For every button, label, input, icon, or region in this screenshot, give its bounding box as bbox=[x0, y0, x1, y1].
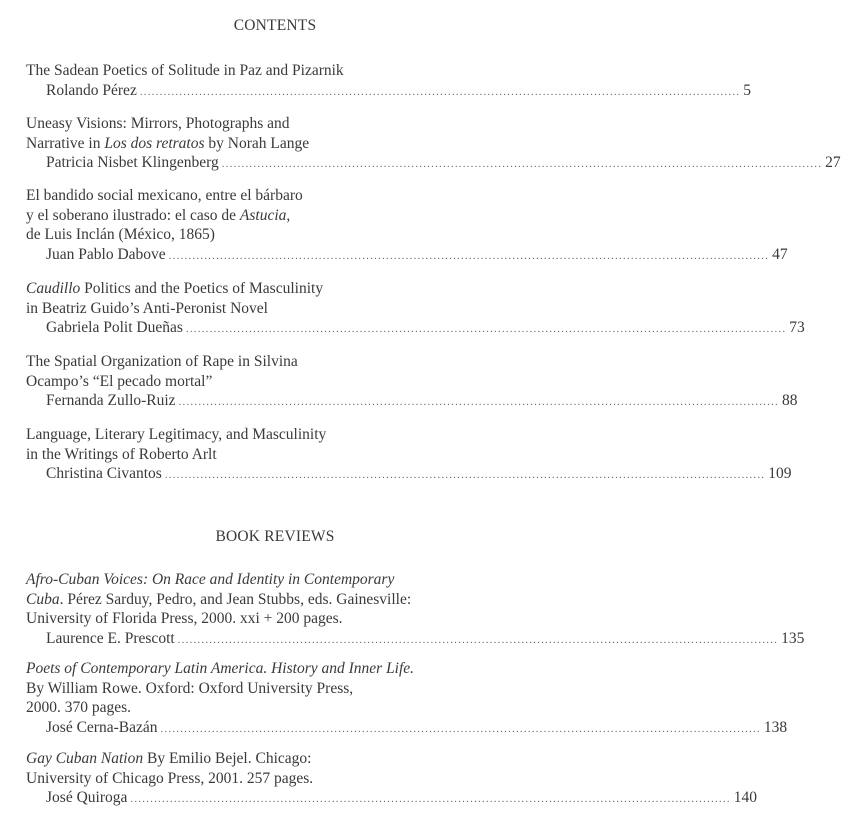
contents-entry bbox=[26, 114, 841, 175]
review-citation-text: University of Florida Press, 2000. xxi + 200 pages. bbox=[26, 610, 343, 628]
entry-title-text: , bbox=[286, 206, 291, 224]
dot-leader: ........................................................................................................................................................ bbox=[185, 323, 787, 336]
entry-author-line bbox=[26, 464, 792, 486]
entry-title-text: y el soberano ilustrado: el caso de bbox=[26, 206, 240, 224]
review-page-number: 138 bbox=[763, 718, 788, 736]
book-reviews-heading: BOOK REVIEWS bbox=[215, 528, 335, 545]
review-citation-text: By Emilio Bejel. Chicago: bbox=[143, 750, 312, 767]
review-citation-text: 2000. 370 pages. bbox=[26, 699, 132, 717]
entry-title: de Luis Inclán (México, 1865) bbox=[26, 226, 215, 244]
entry-title: El bandido social mexicano, entre el bárbaro bbox=[26, 187, 303, 204]
review-entry bbox=[26, 749, 758, 810]
dot-leader: ........................................................................................................................................................ bbox=[164, 469, 766, 482]
entry-title: in Beatriz Guido’s Anti-Peronist Novel bbox=[26, 299, 268, 317]
reviewer-name: Laurence E. Prescott bbox=[46, 629, 175, 647]
entry-title: The Spatial Organization of Rape in Silvina bbox=[26, 353, 298, 370]
review-title-italic: Afro-Cuban Voices: On Race and Identity in Contemporary bbox=[26, 571, 395, 588]
review-entry bbox=[26, 570, 805, 650]
entry-title-line bbox=[26, 279, 523, 299]
contents-entry bbox=[26, 352, 798, 413]
review-author-line bbox=[26, 718, 788, 740]
dot-leader: ........................................................................................................................................................ bbox=[168, 249, 770, 262]
review-title-italic: Cuba bbox=[26, 590, 60, 608]
entry-title-text: Politics and the Poetics of Masculinity bbox=[80, 280, 324, 297]
review-title-line bbox=[26, 659, 523, 679]
entry-title: in the Writings of Roberto Arlt bbox=[26, 445, 217, 463]
dot-leader: ........................................................................................................................................................ bbox=[130, 793, 731, 806]
reviewer-name: José Quiroga bbox=[46, 789, 128, 807]
review-title-line bbox=[26, 570, 523, 590]
entry-author-line bbox=[26, 391, 798, 413]
review-author-line bbox=[26, 629, 805, 651]
entry-author: Rolando Pérez bbox=[46, 81, 137, 99]
entry-title-line bbox=[26, 206, 523, 226]
entry-title-text: by Norah Lange bbox=[204, 134, 310, 152]
entry-author-line bbox=[26, 81, 751, 103]
contents-entry bbox=[26, 279, 805, 340]
entry-title-italic: Los dos retratos bbox=[104, 134, 205, 152]
entry-page-number: 27 bbox=[825, 154, 841, 172]
entry-page-number: 47 bbox=[772, 245, 788, 263]
dot-leader: ........................................................................................................................................................ bbox=[177, 633, 779, 646]
contents-entry bbox=[26, 186, 788, 266]
dot-leader: ........................................................................................................................................................ bbox=[139, 85, 741, 98]
entry-author: Juan Pablo Dabove bbox=[46, 245, 166, 263]
entry-page-number: 109 bbox=[768, 465, 792, 483]
entry-page-number: 5 bbox=[743, 81, 751, 99]
entry-title-italic: Caudillo bbox=[26, 280, 81, 297]
entry-page-number: 73 bbox=[789, 319, 805, 337]
dot-leader: ........................................................................................................................................................ bbox=[178, 396, 779, 409]
review-title-line bbox=[26, 590, 523, 610]
entry-title: Ocampo’s “El pecado mortal” bbox=[26, 372, 213, 390]
contents-entry bbox=[26, 425, 792, 486]
review-title-italic: Poets of Contemporary Latin America. History and Inner Life. bbox=[26, 660, 415, 677]
contents-heading: CONTENTS bbox=[233, 17, 317, 34]
entry-title: Uneasy Visions: Mirrors, Photographs and bbox=[26, 115, 290, 132]
entry-title: The Sadean Poetics of Solitude in Paz and Pizarnik bbox=[26, 62, 344, 79]
entry-title: Language, Literary Legitimacy, and Masculinity bbox=[26, 426, 327, 443]
entry-author: Gabriela Polit Dueñas bbox=[46, 319, 183, 337]
reviewer-name: José Cerna-Bazán bbox=[46, 718, 158, 736]
entry-page-number: 88 bbox=[781, 392, 798, 410]
review-author-line bbox=[26, 788, 758, 810]
entry-author-line bbox=[26, 318, 805, 340]
entry-author-line bbox=[26, 245, 788, 267]
review-citation-text: . Pérez Sarduy, Pedro, and Jean Stubbs, eds. Gainesville: bbox=[59, 590, 412, 608]
entry-author: Christina Civantos bbox=[46, 465, 162, 483]
dot-leader: ........................................................................................................................................................ bbox=[221, 158, 823, 171]
review-page-number: 140 bbox=[733, 789, 758, 807]
entry-author: Fernanda Zullo-Ruiz bbox=[46, 392, 176, 410]
review-page-number: 135 bbox=[781, 629, 805, 647]
review-citation-text: By William Rowe. Oxford: Oxford University Press, bbox=[26, 679, 354, 697]
review-citation-text: University of Chicago Press, 2001. 257 pages. bbox=[26, 769, 314, 787]
review-title-line bbox=[26, 749, 523, 769]
entry-title-line bbox=[26, 134, 523, 154]
review-entry bbox=[26, 659, 788, 739]
entry-title-text: Narrative in bbox=[26, 134, 105, 152]
entry-title-italic: Astucia bbox=[239, 206, 287, 224]
contents-entry bbox=[26, 61, 751, 102]
review-title-italic: Gay Cuban Nation bbox=[26, 750, 144, 767]
entry-author-line bbox=[26, 153, 841, 175]
dot-leader: ........................................................................................................................................................ bbox=[160, 722, 761, 735]
entry-author: Patricia Nisbet Klingenberg bbox=[46, 154, 219, 172]
